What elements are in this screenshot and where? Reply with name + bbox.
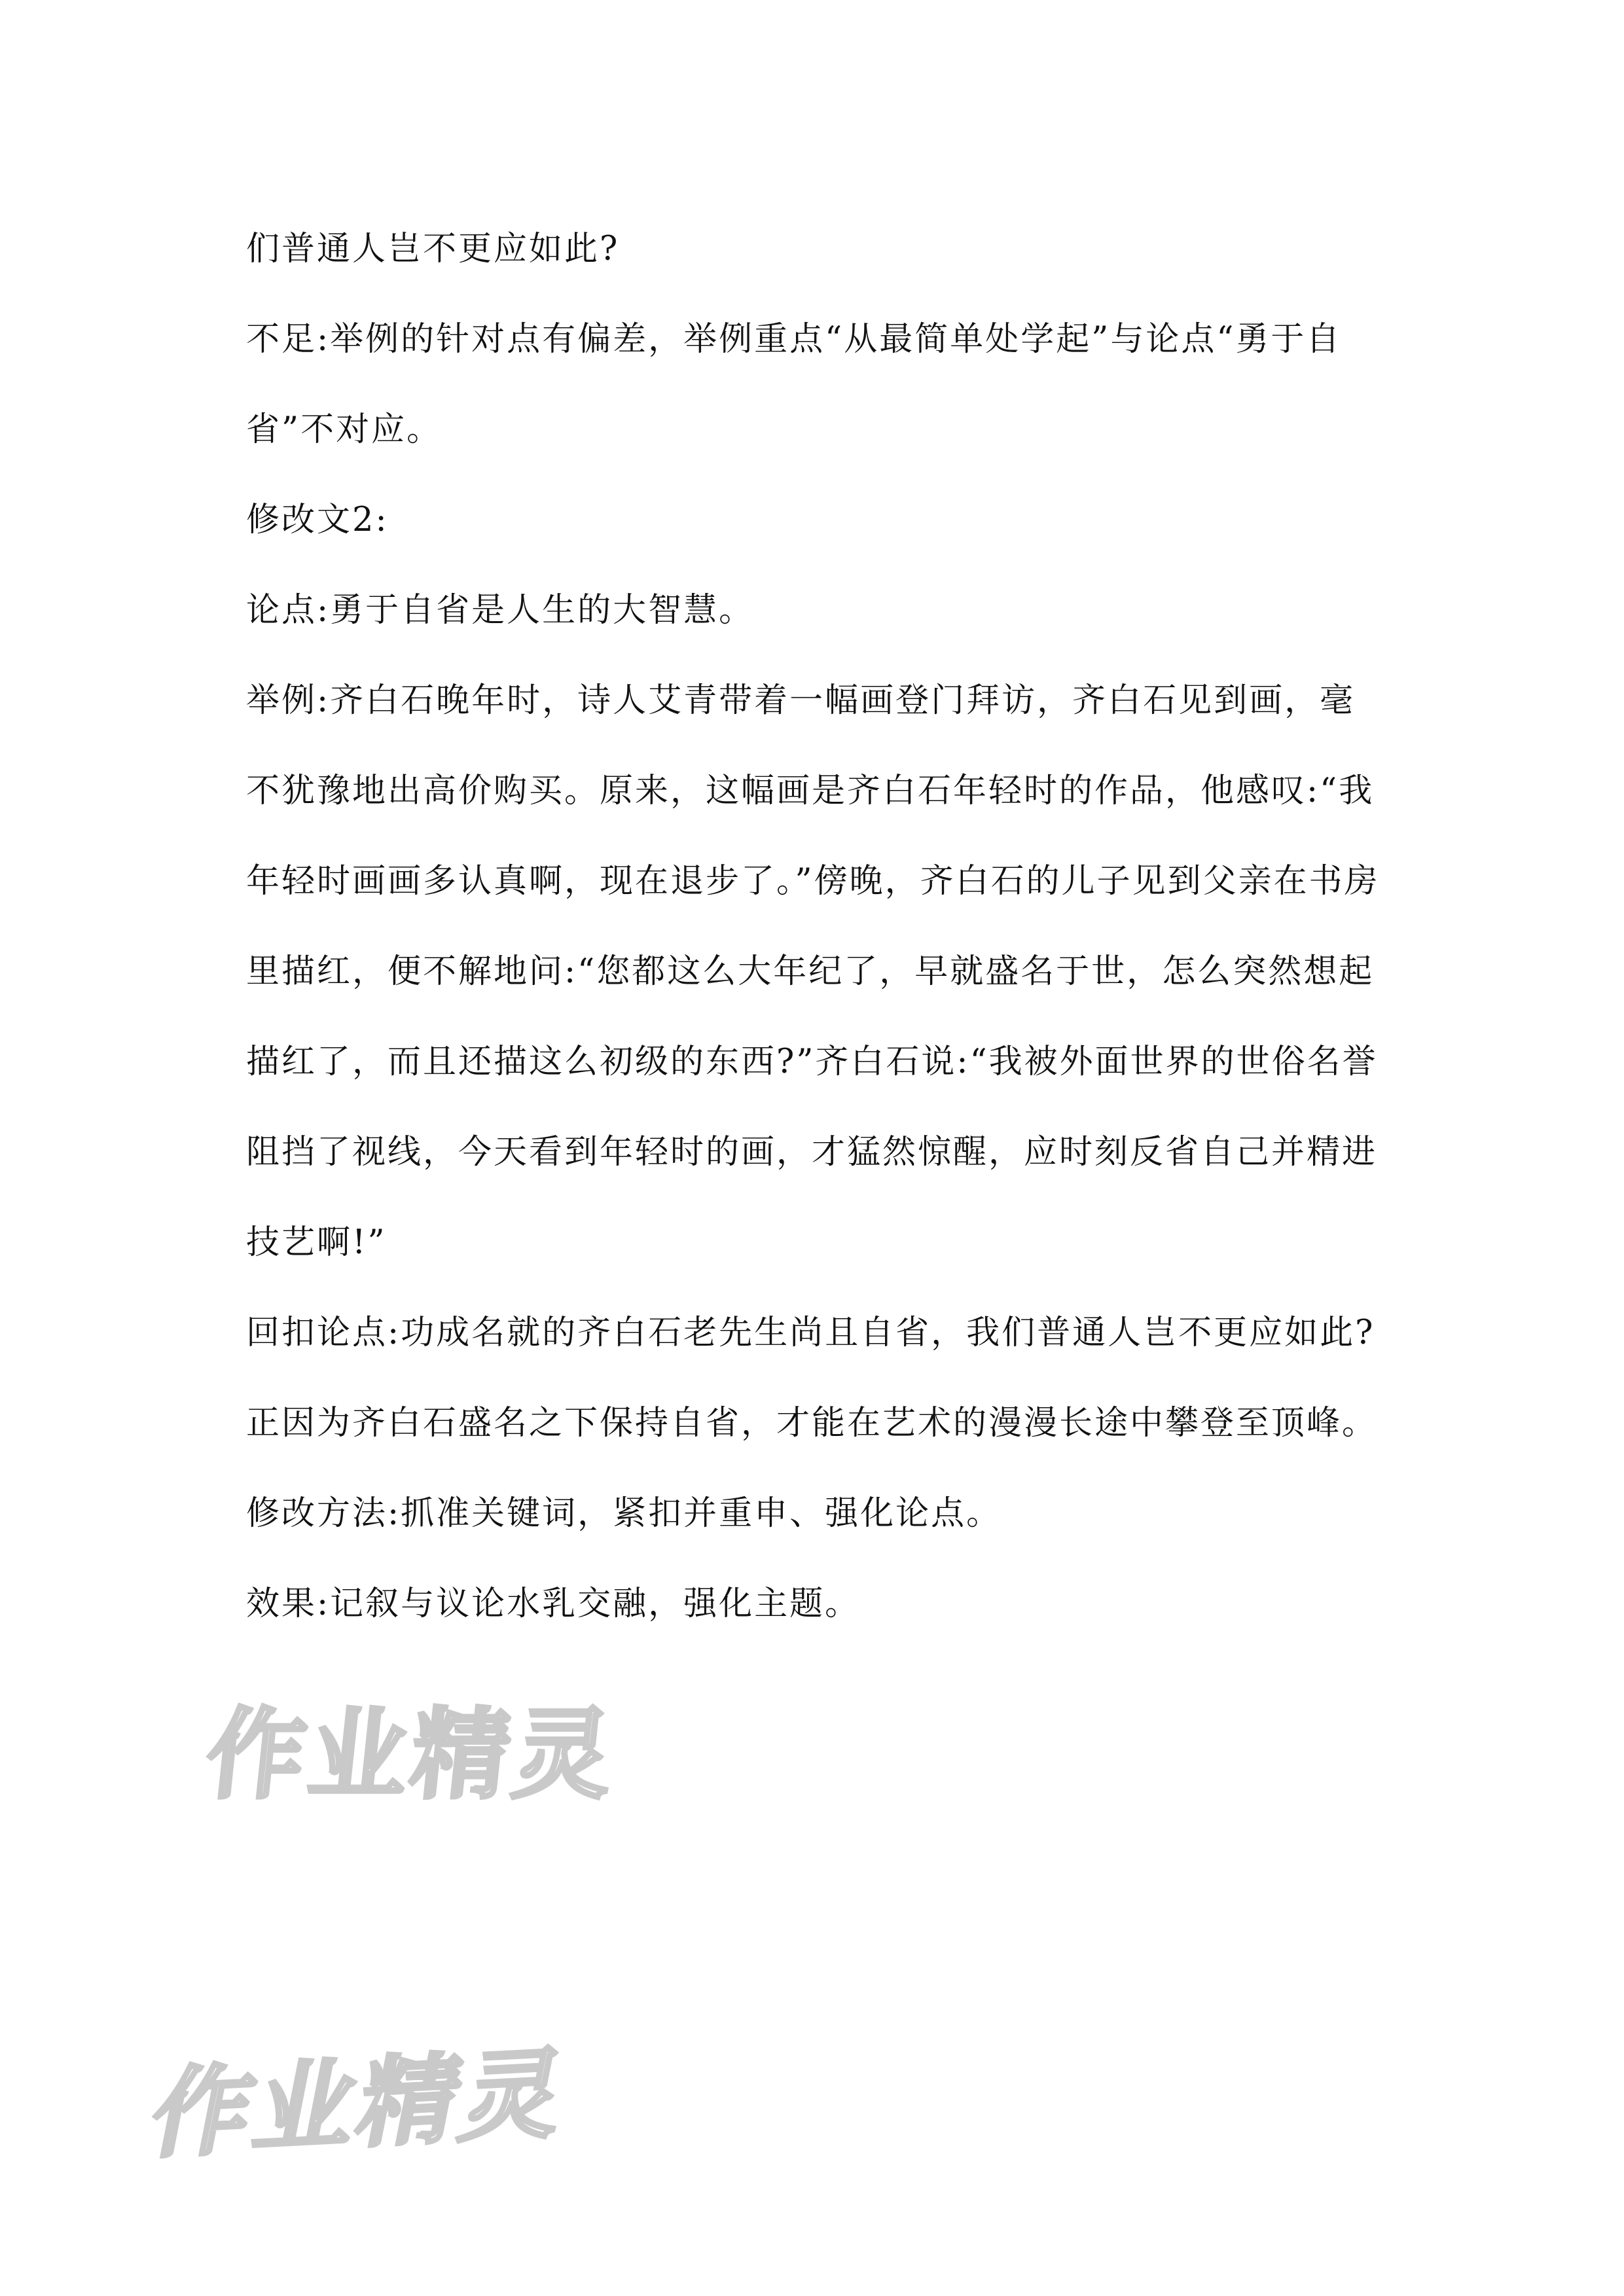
watermark-logo-skewed: 作业精灵 <box>141 2037 578 2172</box>
paragraph-example: 举例:齐白石晚年时，诗人艾青带着一幅画登门拜访，齐白石见到画，毫不犹豫地出高价购买。原来，这幅画是齐白石年轻时的作品，他感叹:“我年轻时画画多认真啊，现在退步了。”傍晚，齐白石的儿子见到父亲在书房里描红，便不解地问:“您都这么大年纪了，早就盛名于世，怎么突然想起描红了，而且还描这么初级的东西?”齐白石说:“我被外面世界的世俗名誉阻挡了视线，今天看到年轻时的画，才猛然惊醒，应时刻反省自己并精进技艺啊!” <box>246 681 1380 1262</box>
paragraph-revision-method: 修改方法:抓准关键词，紧扣并重申、强化论点。 <box>246 1494 1002 1533</box>
paragraph-shortcoming: 不足:举例的针对点有偏差，举例重点“从最简单处学起”与论点“勇于自省”不对应。 <box>246 320 1342 449</box>
paragraph-continuation: 们普通人岂不更应如此? <box>246 230 620 268</box>
paragraph-revision-heading: 修改文2: <box>246 501 389 539</box>
paragraph-thesis: 论点:勇于自省是人生的大智慧。 <box>246 591 755 630</box>
paragraph-return-to-thesis: 回扣论点:功成名就的齐白石老先生尚且自省，我们普通人岂不更应如此?正因为齐白石盛名之下保持自省，才能在艺术的漫漫长途中攀登至顶峰。 <box>246 1314 1378 1443</box>
document-body <box>246 204 1385 1649</box>
watermark-logo: 作业精灵 <box>201 1698 622 1812</box>
paragraph-effect: 效果:记叙与议论水乳交融，强化主题。 <box>246 1585 861 1623</box>
